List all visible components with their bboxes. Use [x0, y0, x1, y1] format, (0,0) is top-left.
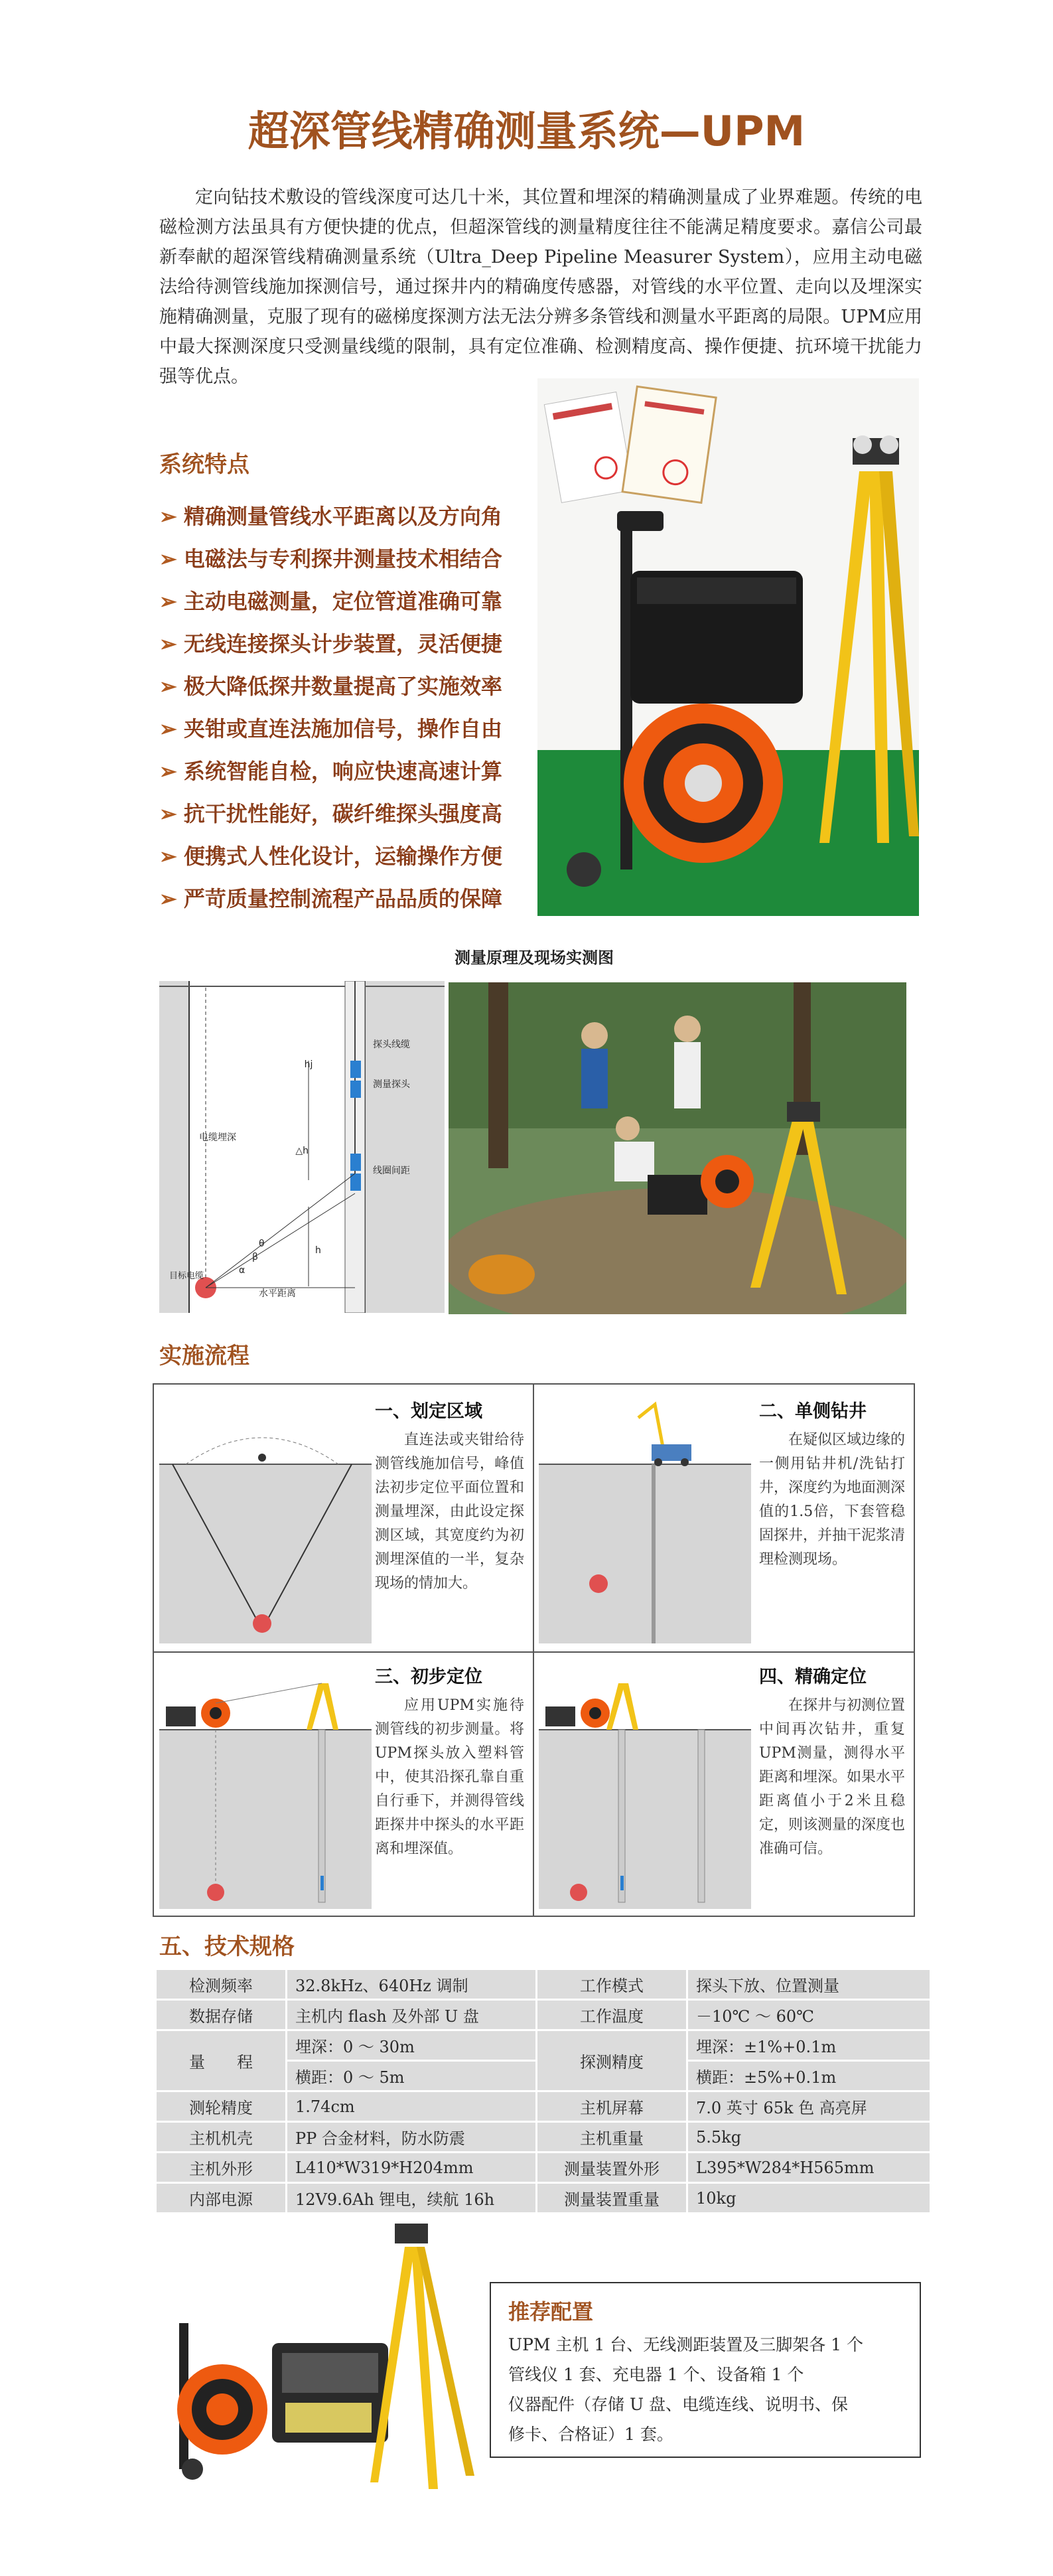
cable-label: 探头线缆	[373, 1039, 410, 1050]
process-grid	[153, 1383, 915, 1917]
target-pipe-icon	[253, 1614, 271, 1633]
principle-diagram	[159, 981, 445, 1313]
probe-icon	[350, 1081, 361, 1098]
config-line: 修卡、合格证）1 套。	[508, 2425, 673, 2444]
table-row: 测轮精度 1.74cm 主机屏幕 7.0 英寸 65k 色 高亮屏	[156, 2091, 931, 2122]
config-line: UPM 主机 1 台、无线测距装置及三脚架各 1 个	[508, 2335, 864, 2354]
feature-item: ➢ 便携式人性化设计，运输操作方便	[159, 844, 502, 869]
step4-illustration	[539, 1663, 751, 1909]
arrow-icon: ➢	[159, 546, 177, 571]
intro-paragraph: 定向钻技术敷设的管线深度可达几十米，其位置和埋深的精确测量成了业界难题。传统的电磁检测方法虽具有方便快捷的优点，但超深管线的测量精度往往不能满足精度要求。嘉信公司最新奉献的超深管线精确测量系统（Ultra_Deep Pipeline Measurer System），应用主动电磁法给待测管线施加探测信号，通过探井内的精确度传感器，对管线的水平位置、走向以及埋深实施精确测量，克服了现有的磁梯度探测方法无法分辨多条管线和测量水平距离的局限。UPM应用中最大探测深度只受测量线缆的限制，具有定位准确、检测精度高、操作便捷、抗环境干扰能力强等优点。	[159, 187, 922, 387]
arrow-icon: ➢	[159, 674, 177, 699]
config-line: 管线仪 1 套、充电器 1 个、设备箱 1 个	[508, 2365, 804, 2384]
alpha-label: α	[239, 1265, 246, 1276]
specs-table	[155, 1968, 932, 2214]
table-row: 数据存储 主机内 flash 及外部 U 盘 工作温度 －10℃ ～ 60℃	[156, 2000, 931, 2030]
step1-text: 直连法或夹钳给待测管线施加信号，峰值法初步定位平面位置和测量埋深，由此设定探测区域，其宽度约为初测埋深值的一半，复杂现场的情加大。	[375, 1432, 524, 1592]
table-row: 量 程 埋深：0 ～ 30m 探测精度 埋深：±1%+0.1m	[156, 2030, 931, 2061]
page-title: 超深管线精确测量系统—UPM	[247, 107, 806, 155]
tripod-head-icon	[395, 2224, 428, 2243]
spacing-label: 线圈间距	[373, 1166, 410, 1176]
horizontal-label: 水平距离	[259, 1288, 296, 1299]
step2-title: 二、单侧钻井	[759, 1401, 867, 1422]
step3-illustration	[159, 1663, 372, 1909]
process-heading: 实施流程	[159, 1343, 249, 1369]
arrow-icon: ➢	[159, 886, 177, 911]
arrow-icon: ➢	[159, 801, 177, 826]
probe-icon	[350, 1154, 361, 1171]
arrow-icon: ➢	[159, 759, 177, 784]
person-icon	[258, 1454, 266, 1462]
target-label: 目标电缆	[169, 1271, 204, 1281]
h-label: h	[315, 1245, 321, 1256]
product-photo	[537, 378, 919, 916]
step4-title: 四、精确定位	[759, 1667, 867, 1687]
step3-text: 应用UPM实施待测管线的初步测量。将UPM探头放入塑料管中，使其沿探孔靠自重自行垂下，并测得管线距探井中探头的水平距离和埋深值。	[375, 1697, 524, 1857]
features-list	[159, 495, 571, 920]
principle-caption: 测量原理及现场实测图	[455, 948, 614, 967]
table-row: 主机机壳 PP 合金材料，防水防震 主机重量 5.5kg	[156, 2122, 931, 2153]
arrow-icon: ➢	[159, 631, 177, 656]
arrow-icon: ➢	[159, 716, 177, 741]
recommended-config	[490, 2282, 921, 2458]
field-photo	[449, 982, 906, 1314]
feature-item: ➢ 夹钳或直连法施加信号，操作自由	[159, 716, 502, 741]
config-title: 推荐配置	[508, 2299, 594, 2324]
arrow-icon: ➢	[159, 504, 177, 529]
feature-item: ➢ 极大降低探井数量提高了实施效率	[159, 674, 502, 699]
theta-label: θ	[259, 1239, 265, 1249]
target-pipe-icon	[589, 1574, 608, 1593]
feature-item: ➢ 系统智能自检，响应快速高速计算	[159, 759, 502, 784]
target-pipe-icon	[207, 1884, 224, 1901]
equipment-photo	[173, 2217, 478, 2496]
table-row: 横距：0 ～ 5m 横距：±5%+0.1m	[156, 2061, 931, 2091]
certificate-icon	[622, 386, 716, 502]
target-pipe-icon	[570, 1884, 587, 1901]
step2-text: 在疑似区域边缘的一侧用钻井机/洗钻打井，深度约为地面测深值的1.5倍，下套管稳固探井，并抽干泥浆清理检测现场。	[759, 1432, 906, 1568]
config-line: 仪器配件（存储 U 盘、电缆连线、说明书、保	[508, 2395, 848, 2414]
beta-label: β	[252, 1252, 258, 1262]
step4-text: 在探井与初测位置中间再次钻井，重复UPM测量，测得水平距离和埋深。如果水平距离值小于2米且稳定，则该测量的深度也准确可信。	[759, 1697, 906, 1857]
table-row: 主机外形 L410*W319*H204mm 测量装置外形 L395*W284*H565mm	[156, 2153, 931, 2183]
table-row: 检测频率 32.8kHz、640Hz 调制 工作模式 探头下放、位置测量	[156, 1969, 931, 2000]
feature-item: ➢ 精确测量管线水平距离以及方向角	[159, 504, 502, 529]
step2-illustration	[539, 1398, 751, 1643]
probe-label: 测量探头	[373, 1079, 410, 1090]
feature-item: ➢ 无线连接探头计步装置，灵活便捷	[159, 631, 502, 656]
arrow-icon: ➢	[159, 589, 177, 614]
table-row: 内部电源 12V9.6Ah 锂电，续航 16h 测量装置重量 10kg	[156, 2183, 931, 2214]
feature-item: ➢ 主动电磁测量，定位管道准确可靠	[159, 589, 502, 614]
probe-icon	[620, 1876, 624, 1890]
arrow-icon: ➢	[159, 844, 177, 869]
feature-item: ➢ 严苛质量控制流程产品品质的保障	[159, 886, 502, 911]
feature-item: ➢ 抗干扰性能好，碳纤维探头强度高	[159, 801, 502, 826]
step1-illustration	[159, 1398, 372, 1643]
probe-icon	[320, 1876, 324, 1890]
step1-title: 一、划定区域	[375, 1401, 482, 1422]
step3-title: 三、初步定位	[375, 1667, 482, 1687]
probe-icon	[350, 1061, 361, 1078]
specs-heading: 五、技术规格	[159, 1933, 295, 1960]
depth-label: 电缆埋深	[199, 1132, 236, 1143]
feature-item: ➢ 电磁法与专利探井测量技术相结合	[159, 546, 502, 571]
hj-label: hj	[304, 1059, 313, 1070]
features-heading: 系统特点	[159, 451, 249, 478]
dh-label: △h	[295, 1146, 309, 1156]
